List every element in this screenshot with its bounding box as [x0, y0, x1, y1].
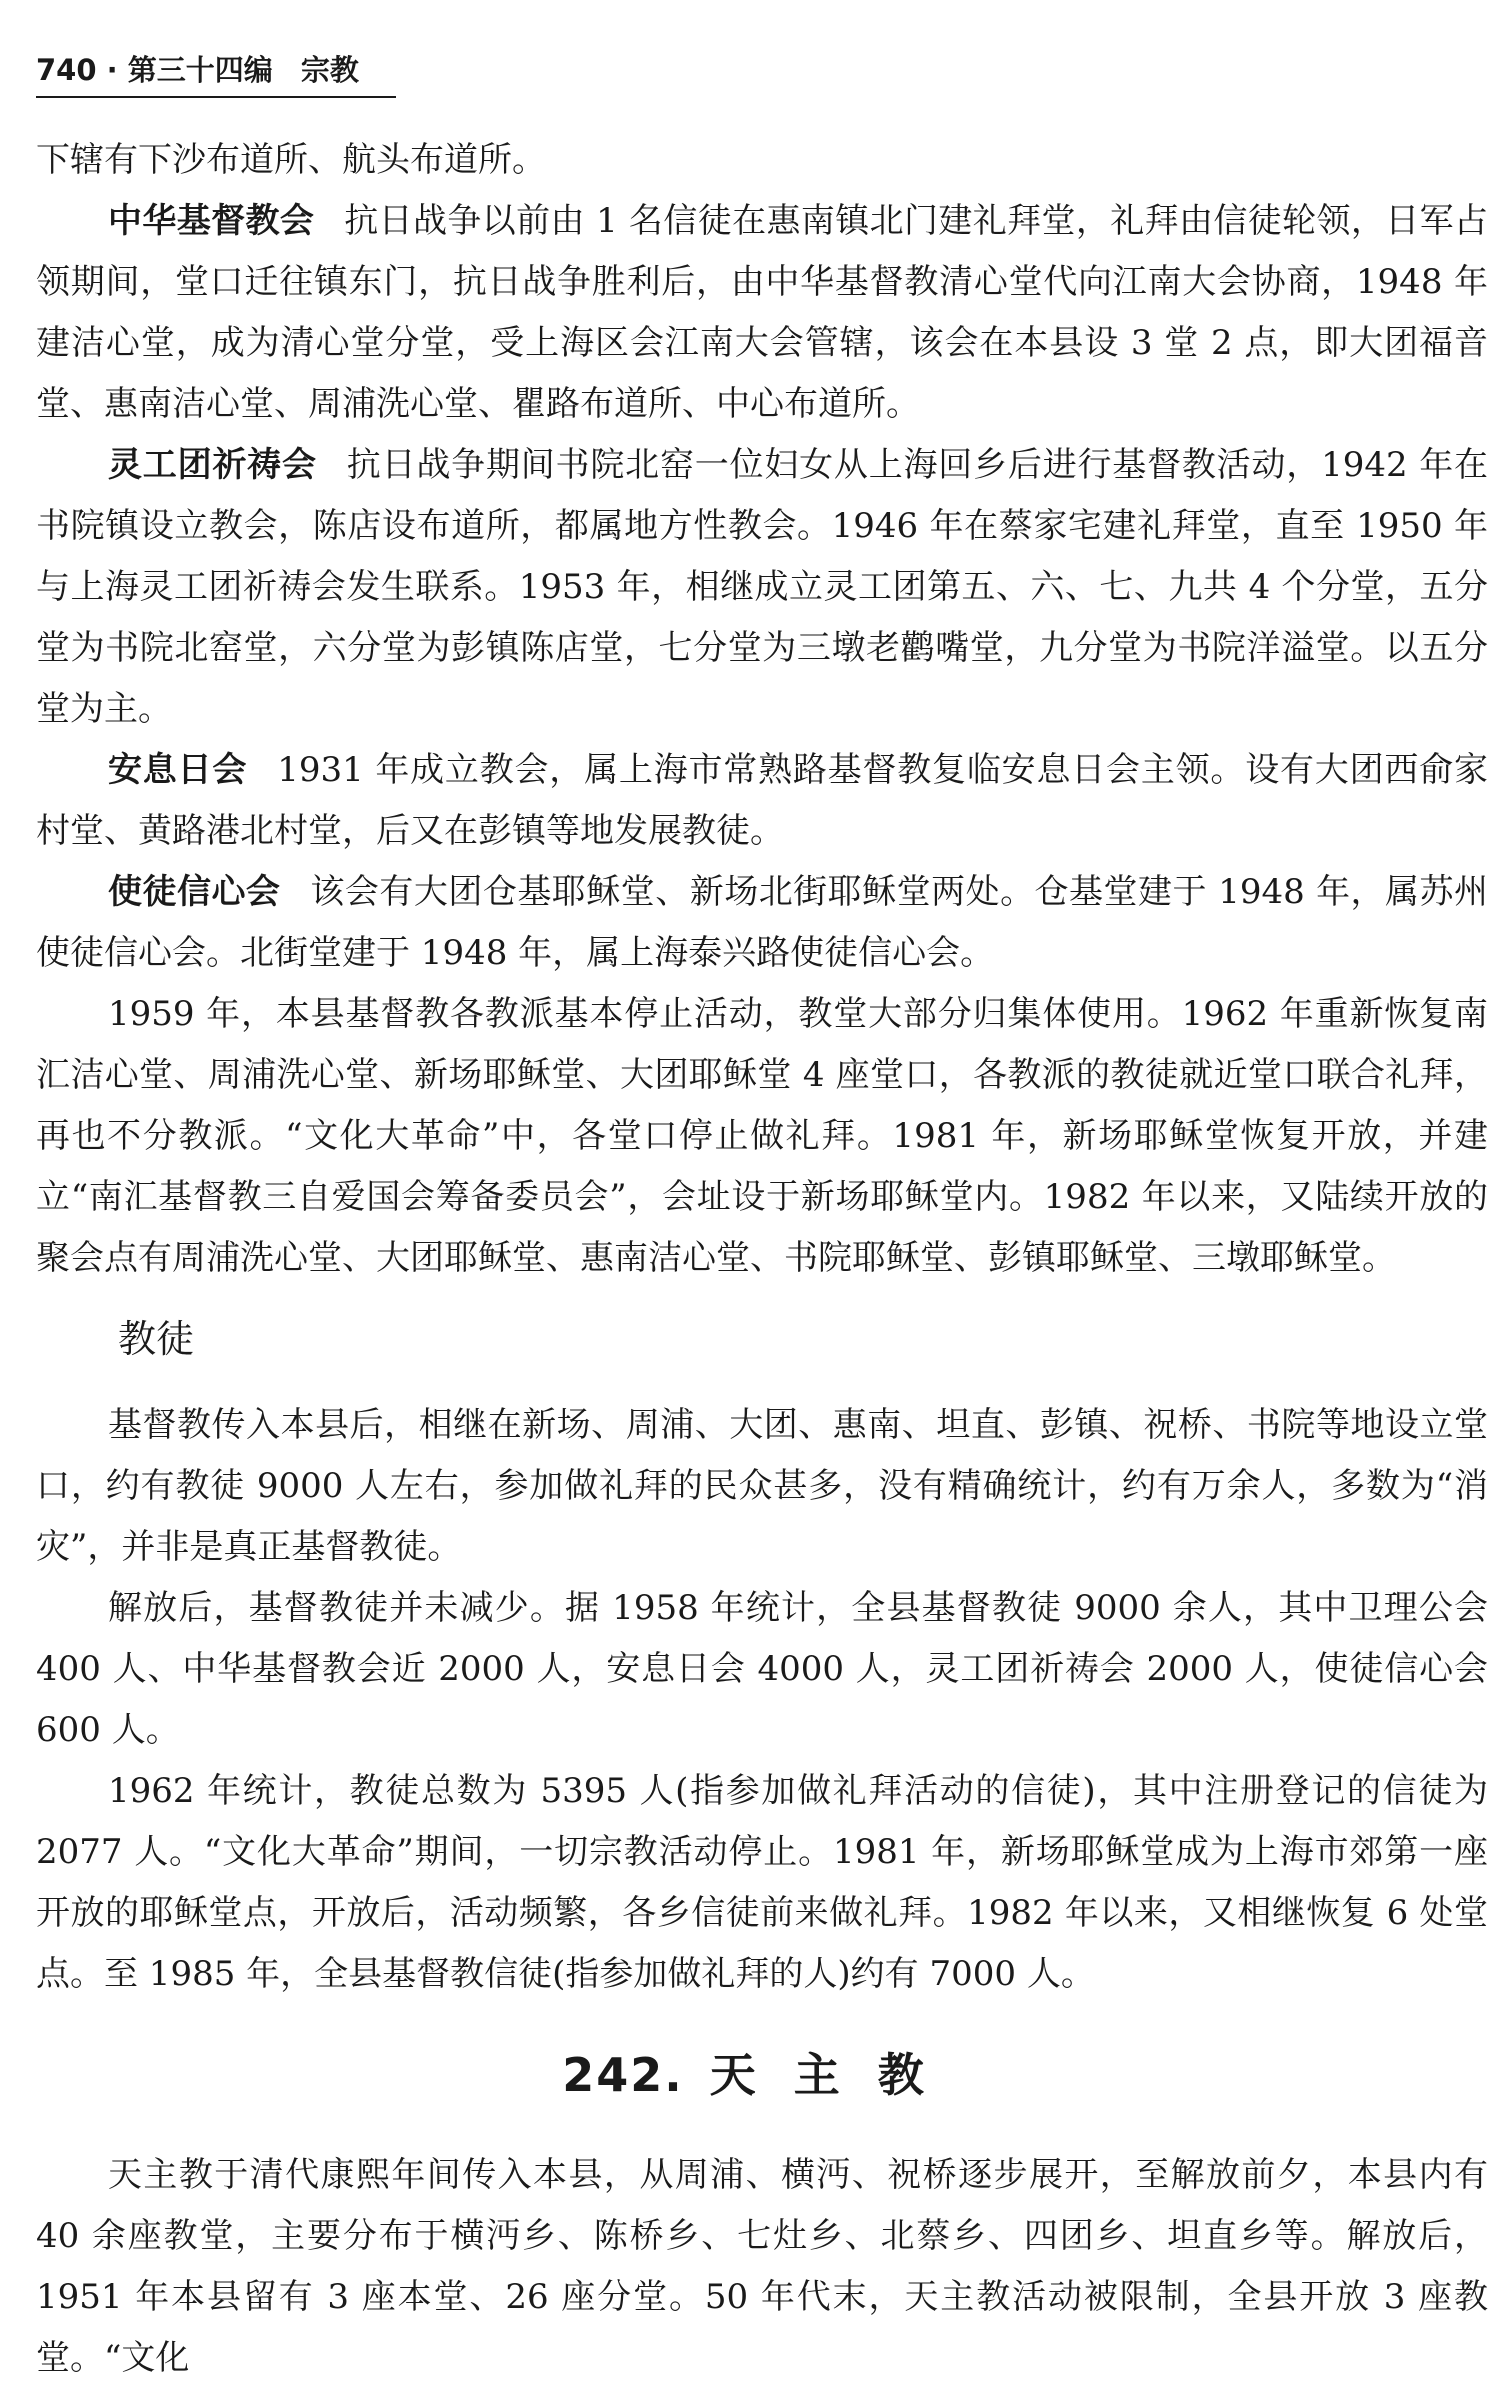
- paragraph: 基督教传入本县后，相继在新场、周浦、大团、惠南、坦直、彭镇、祝桥、书院等地设立堂口，约有教徒 9000 人左右，参加做礼拜的民众甚多，没有精确统计，约有万余人，多数为“消灾”，并非是真正基督教徒。: [36, 1405, 1488, 1567]
- page-number: 740: [36, 53, 97, 87]
- entry-text: 抗日战争以前由 1 名信徒在惠南镇北门建礼拜堂，礼拜由信徒轮领，日军占领期间，堂口迁往镇东门，抗日战争胜利后，由中华基督教清心堂代向江南大会协商，1948 年建洁心堂，成为清心堂分堂，受上海区会江南大会管辖，该会在本县设 3 堂 2 点，即大团福音堂、惠南洁心堂、周浦洗心堂、瞿路布道所、中心布道所。: [36, 201, 1489, 424]
- header-part: 第三十四编: [127, 53, 273, 87]
- subsection-heading: 教徒: [118, 1317, 195, 1361]
- entry-term: 中华基督教会: [108, 201, 315, 241]
- entry-term: 灵工团祈祷会: [108, 445, 317, 485]
- paragraph: 下辖有下沙布道所、航头布道所。: [36, 140, 546, 180]
- paragraph: 1959 年，本县基督教各教派基本停止活动，教堂大部分归集体使用。1962 年重新恢复南汇洁心堂、周浦洗心堂、新场耶稣堂、大团耶稣堂 4 座堂口，各教派的教徒就近堂口联合礼拜，再也不分教派。“文化大革命”中，各堂口停止做礼拜。1981 年，新场耶稣堂恢复开放，并建立“南汇基督教三自爱国会筹备委员会”，会址设于新场耶稣堂内。1982 年以来，又陆续开放的聚会点有周浦洗心堂、大团耶稣堂、惠南洁心堂、书院耶稣堂、彭镇耶稣堂、三墩耶稣堂。: [36, 994, 1488, 1278]
- entry-term: 使徒信心会: [108, 872, 281, 912]
- header-separator: ·: [106, 53, 118, 87]
- paragraph: [36, 740, 1488, 862]
- section-number: 242.: [562, 2048, 684, 2102]
- paragraph: [36, 191, 1488, 435]
- section-word: 天主教: [709, 2048, 962, 2102]
- entry-text: 该会有大团仓基耶稣堂、新场北街耶稣堂两处。仓基堂建于 1948 年，属苏州使徒信心会。北街堂建于 1948 年，属上海泰兴路使徒信心会。: [36, 872, 1489, 973]
- paragraph: [36, 862, 1488, 984]
- entry-text: 1931 年成立教会，属上海市常熟路基督教复临安息日会主领。设有大团西俞家村堂、黄路港北村堂，后又在彭镇等地发展教徒。: [36, 750, 1488, 851]
- paragraph: 天主教于清代康熙年间传入本县，从周浦、横沔、祝桥逐步展开，至解放前夕，本县内有 40 余座教堂，主要分布于横沔乡、陈桥乡、七灶乡、北蔡乡、四团乡、坦直乡等。解放后，1951 年本县留有 3 座本堂、26 座分堂。50 年代末，天主教活动被限制，全县开放 3 座教堂。“文化: [36, 2155, 1488, 2378]
- document-body: [36, 130, 1488, 2389]
- paragraph: 解放后，基督教徒并未减少。据 1958 年统计，全县基督教徒 9000 余人，其中卫理公会 400 人、中华基督教会近 2000 人，安息日会 4000 人，灵工团祈祷会 2000 人，使徒信心会 600 人。: [36, 1588, 1488, 1750]
- header-section: 宗教: [300, 53, 359, 87]
- entry-term: 安息日会: [108, 750, 248, 790]
- entry-text: 抗日战争期间书院北窑一位妇女从上海回乡后进行基督教活动，1942 年在书院镇设立教会，陈店设布道所，都属地方性教会。1946 年在蔡家宅建礼拜堂，直至 1950 年与上海灵工团祈祷会发生联系。1953 年，相继成立灵工团第五、六、七、九共 4 个分堂，五分堂为书院北窑堂，六分堂为彭镇陈店堂，七分堂为三墩老鹳嘴堂，九分堂为书院洋溢堂。以五分堂为主。: [36, 445, 1488, 729]
- running-header: [36, 50, 396, 98]
- paragraph: [36, 435, 1488, 740]
- section-title: [36, 2045, 1488, 2105]
- paragraph: 1962 年统计，教徒总数为 5395 人(指参加做礼拜活动的信徒)，其中注册登记的信徒为 2077 人。“文化大革命”期间，一切宗教活动停止。1981 年，新场耶稣堂成为上海市郊第一座开放的耶稣堂点，开放后，活动频繁，各乡信徒前来做礼拜。1982 年以来，又相继恢复 6 处堂点。至 1985 年，全县基督教信徒(指参加做礼拜的人)约有 7000 人。: [36, 1771, 1488, 1994]
